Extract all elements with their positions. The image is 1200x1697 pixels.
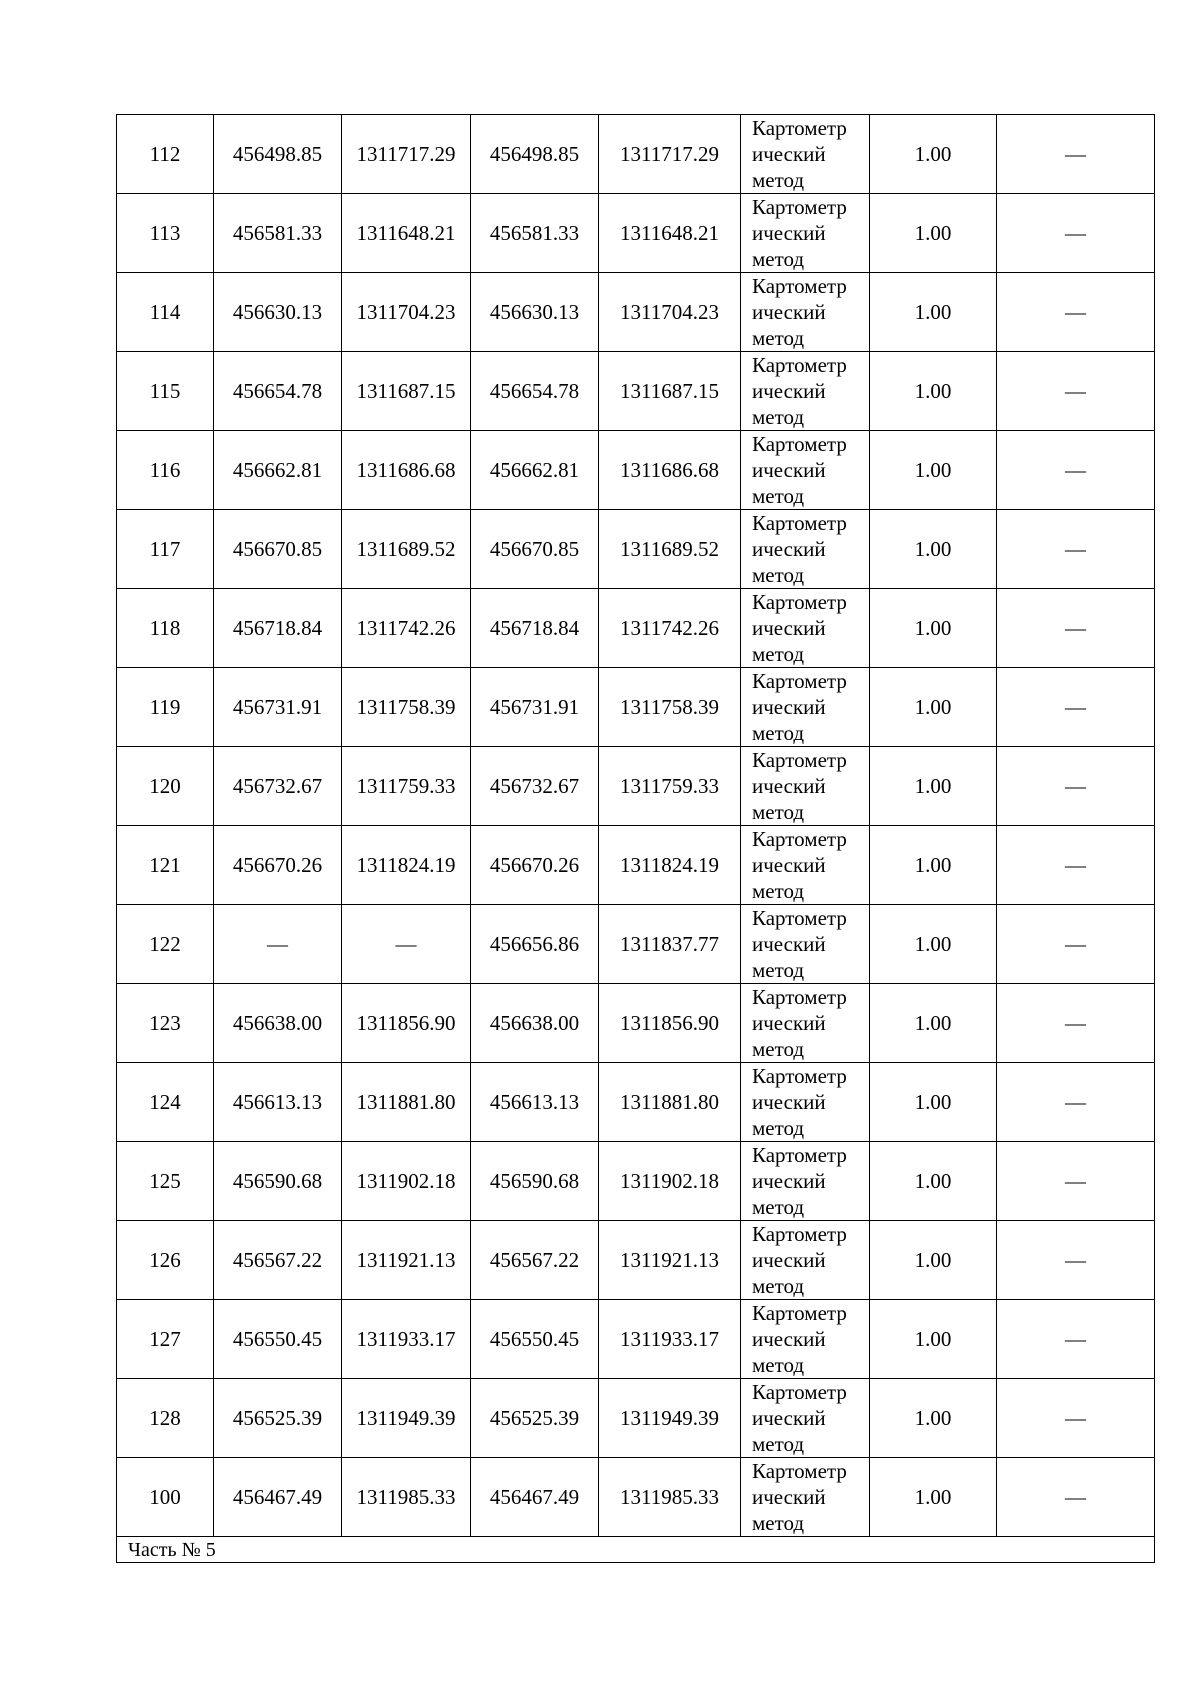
- point-number-cell: 120: [117, 747, 214, 826]
- accuracy-cell: 1.00: [870, 1063, 997, 1142]
- note-cell: —: [997, 905, 1155, 984]
- table-row: [117, 668, 1155, 747]
- x-new-cell: 456654.78: [471, 352, 599, 431]
- note-cell: —: [997, 194, 1155, 273]
- x-existing-cell: 456654.78: [214, 352, 342, 431]
- y-new-cell: 1311949.39: [599, 1379, 741, 1458]
- point-number-cell: 128: [117, 1379, 214, 1458]
- method-cell: Картометр ический метод: [741, 668, 870, 747]
- accuracy-cell: 1.00: [870, 747, 997, 826]
- x-new-cell: 456581.33: [471, 194, 599, 273]
- accuracy-cell: 1.00: [870, 1379, 997, 1458]
- y-existing-cell: 1311742.26: [342, 589, 471, 668]
- method-cell: Картометр ический метод: [741, 826, 870, 905]
- note-cell: —: [997, 352, 1155, 431]
- point-number-cell: 113: [117, 194, 214, 273]
- point-number-cell: 100: [117, 1458, 214, 1537]
- table-row: [117, 1300, 1155, 1379]
- x-existing-cell: 456662.81: [214, 431, 342, 510]
- table-row: [117, 352, 1155, 431]
- x-existing-cell: 456630.13: [214, 273, 342, 352]
- accuracy-cell: 1.00: [870, 984, 997, 1063]
- x-new-cell: 456732.67: [471, 747, 599, 826]
- y-existing-cell: 1311648.21: [342, 194, 471, 273]
- part-label: Часть № 5: [117, 1537, 1155, 1563]
- point-number-cell: 123: [117, 984, 214, 1063]
- point-number-cell: 115: [117, 352, 214, 431]
- accuracy-cell: 1.00: [870, 194, 997, 273]
- accuracy-cell: 1.00: [870, 905, 997, 984]
- method-cell: Картометр ический метод: [741, 1300, 870, 1379]
- table-row: [117, 1221, 1155, 1300]
- y-new-cell: 1311704.23: [599, 273, 741, 352]
- point-number-cell: 125: [117, 1142, 214, 1221]
- accuracy-cell: 1.00: [870, 826, 997, 905]
- method-cell: Картометр ический метод: [741, 1379, 870, 1458]
- table-body: [117, 115, 1155, 1537]
- x-existing-cell: 456613.13: [214, 1063, 342, 1142]
- x-existing-cell: 456670.85: [214, 510, 342, 589]
- y-new-cell: 1311759.33: [599, 747, 741, 826]
- point-number-cell: 122: [117, 905, 214, 984]
- accuracy-cell: 1.00: [870, 589, 997, 668]
- x-new-cell: 456630.13: [471, 273, 599, 352]
- y-existing-cell: 1311902.18: [342, 1142, 471, 1221]
- y-new-cell: 1311837.77: [599, 905, 741, 984]
- table-row: [117, 194, 1155, 273]
- note-cell: —: [997, 1379, 1155, 1458]
- x-existing-cell: 456498.85: [214, 115, 342, 194]
- y-existing-cell: 1311921.13: [342, 1221, 471, 1300]
- y-new-cell: 1311921.13: [599, 1221, 741, 1300]
- y-existing-cell: 1311985.33: [342, 1458, 471, 1537]
- note-cell: —: [997, 984, 1155, 1063]
- point-number-cell: 127: [117, 1300, 214, 1379]
- point-number-cell: 121: [117, 826, 214, 905]
- accuracy-cell: 1.00: [870, 273, 997, 352]
- point-number-cell: 118: [117, 589, 214, 668]
- table-row: [117, 115, 1155, 194]
- coordinates-table: [116, 114, 1155, 1563]
- method-cell: Картометр ический метод: [741, 352, 870, 431]
- y-existing-cell: 1311759.33: [342, 747, 471, 826]
- note-cell: —: [997, 1221, 1155, 1300]
- note-cell: —: [997, 1142, 1155, 1221]
- x-new-cell: 456590.68: [471, 1142, 599, 1221]
- x-new-cell: 456638.00: [471, 984, 599, 1063]
- y-existing-cell: 1311704.23: [342, 273, 471, 352]
- table-row: [117, 1458, 1155, 1537]
- x-new-cell: 456718.84: [471, 589, 599, 668]
- note-cell: —: [997, 589, 1155, 668]
- accuracy-cell: 1.00: [870, 1221, 997, 1300]
- point-number-cell: 119: [117, 668, 214, 747]
- x-existing-cell: —: [214, 905, 342, 984]
- accuracy-cell: 1.00: [870, 115, 997, 194]
- y-existing-cell: 1311824.19: [342, 826, 471, 905]
- y-existing-cell: —: [342, 905, 471, 984]
- y-new-cell: 1311717.29: [599, 115, 741, 194]
- y-new-cell: 1311689.52: [599, 510, 741, 589]
- y-new-cell: 1311856.90: [599, 984, 741, 1063]
- note-cell: —: [997, 1063, 1155, 1142]
- method-cell: Картометр ический метод: [741, 589, 870, 668]
- table-row: [117, 1379, 1155, 1458]
- accuracy-cell: 1.00: [870, 1142, 997, 1221]
- accuracy-cell: 1.00: [870, 1300, 997, 1379]
- note-cell: —: [997, 510, 1155, 589]
- y-new-cell: 1311686.68: [599, 431, 741, 510]
- y-new-cell: 1311933.17: [599, 1300, 741, 1379]
- x-existing-cell: 456731.91: [214, 668, 342, 747]
- x-new-cell: 456662.81: [471, 431, 599, 510]
- table-row: [117, 826, 1155, 905]
- x-new-cell: 456656.86: [471, 905, 599, 984]
- x-existing-cell: 456670.26: [214, 826, 342, 905]
- table-row: [117, 1142, 1155, 1221]
- note-cell: —: [997, 668, 1155, 747]
- note-cell: —: [997, 273, 1155, 352]
- note-cell: —: [997, 115, 1155, 194]
- y-existing-cell: 1311856.90: [342, 984, 471, 1063]
- x-existing-cell: 456718.84: [214, 589, 342, 668]
- x-existing-cell: 456567.22: [214, 1221, 342, 1300]
- point-number-cell: 126: [117, 1221, 214, 1300]
- x-existing-cell: 456467.49: [214, 1458, 342, 1537]
- method-cell: Картометр ический метод: [741, 510, 870, 589]
- method-cell: Картометр ический метод: [741, 273, 870, 352]
- x-existing-cell: 456581.33: [214, 194, 342, 273]
- note-cell: —: [997, 431, 1155, 510]
- table-row: [117, 273, 1155, 352]
- y-new-cell: 1311648.21: [599, 194, 741, 273]
- y-new-cell: 1311687.15: [599, 352, 741, 431]
- accuracy-cell: 1.00: [870, 1458, 997, 1537]
- x-new-cell: 456467.49: [471, 1458, 599, 1537]
- table-row: [117, 431, 1155, 510]
- table-row: [117, 984, 1155, 1063]
- method-cell: Картометр ический метод: [741, 1142, 870, 1221]
- y-existing-cell: 1311949.39: [342, 1379, 471, 1458]
- accuracy-cell: 1.00: [870, 668, 997, 747]
- x-new-cell: 456498.85: [471, 115, 599, 194]
- x-existing-cell: 456525.39: [214, 1379, 342, 1458]
- accuracy-cell: 1.00: [870, 510, 997, 589]
- table-row: [117, 1063, 1155, 1142]
- note-cell: —: [997, 1300, 1155, 1379]
- point-number-cell: 117: [117, 510, 214, 589]
- point-number-cell: 112: [117, 115, 214, 194]
- method-cell: Картометр ический метод: [741, 747, 870, 826]
- x-new-cell: 456550.45: [471, 1300, 599, 1379]
- method-cell: Картометр ический метод: [741, 115, 870, 194]
- y-new-cell: 1311824.19: [599, 826, 741, 905]
- point-number-cell: 114: [117, 273, 214, 352]
- accuracy-cell: 1.00: [870, 352, 997, 431]
- y-existing-cell: 1311933.17: [342, 1300, 471, 1379]
- x-existing-cell: 456638.00: [214, 984, 342, 1063]
- x-new-cell: 456670.85: [471, 510, 599, 589]
- note-cell: —: [997, 747, 1155, 826]
- y-new-cell: 1311758.39: [599, 668, 741, 747]
- x-new-cell: 456567.22: [471, 1221, 599, 1300]
- method-cell: Картометр ический метод: [741, 1458, 870, 1537]
- x-existing-cell: 456732.67: [214, 747, 342, 826]
- note-cell: —: [997, 1458, 1155, 1537]
- x-new-cell: 456525.39: [471, 1379, 599, 1458]
- x-new-cell: 456731.91: [471, 668, 599, 747]
- x-new-cell: 456670.26: [471, 826, 599, 905]
- table-row: [117, 589, 1155, 668]
- table-row: [117, 905, 1155, 984]
- accuracy-cell: 1.00: [870, 431, 997, 510]
- method-cell: Картометр ический метод: [741, 905, 870, 984]
- y-existing-cell: 1311758.39: [342, 668, 471, 747]
- note-cell: —: [997, 826, 1155, 905]
- method-cell: Картометр ический метод: [741, 1063, 870, 1142]
- y-existing-cell: 1311881.80: [342, 1063, 471, 1142]
- y-new-cell: 1311902.18: [599, 1142, 741, 1221]
- y-existing-cell: 1311717.29: [342, 115, 471, 194]
- method-cell: Картометр ический метод: [741, 984, 870, 1063]
- point-number-cell: 116: [117, 431, 214, 510]
- y-new-cell: 1311985.33: [599, 1458, 741, 1537]
- table-row: [117, 747, 1155, 826]
- point-number-cell: 124: [117, 1063, 214, 1142]
- y-new-cell: 1311742.26: [599, 589, 741, 668]
- y-existing-cell: 1311687.15: [342, 352, 471, 431]
- table-footer-row: [117, 1537, 1155, 1563]
- x-existing-cell: 456550.45: [214, 1300, 342, 1379]
- x-existing-cell: 456590.68: [214, 1142, 342, 1221]
- y-new-cell: 1311881.80: [599, 1063, 741, 1142]
- x-new-cell: 456613.13: [471, 1063, 599, 1142]
- method-cell: Картометр ический метод: [741, 194, 870, 273]
- y-existing-cell: 1311686.68: [342, 431, 471, 510]
- y-existing-cell: 1311689.52: [342, 510, 471, 589]
- method-cell: Картометр ический метод: [741, 1221, 870, 1300]
- method-cell: Картометр ический метод: [741, 431, 870, 510]
- table-row: [117, 510, 1155, 589]
